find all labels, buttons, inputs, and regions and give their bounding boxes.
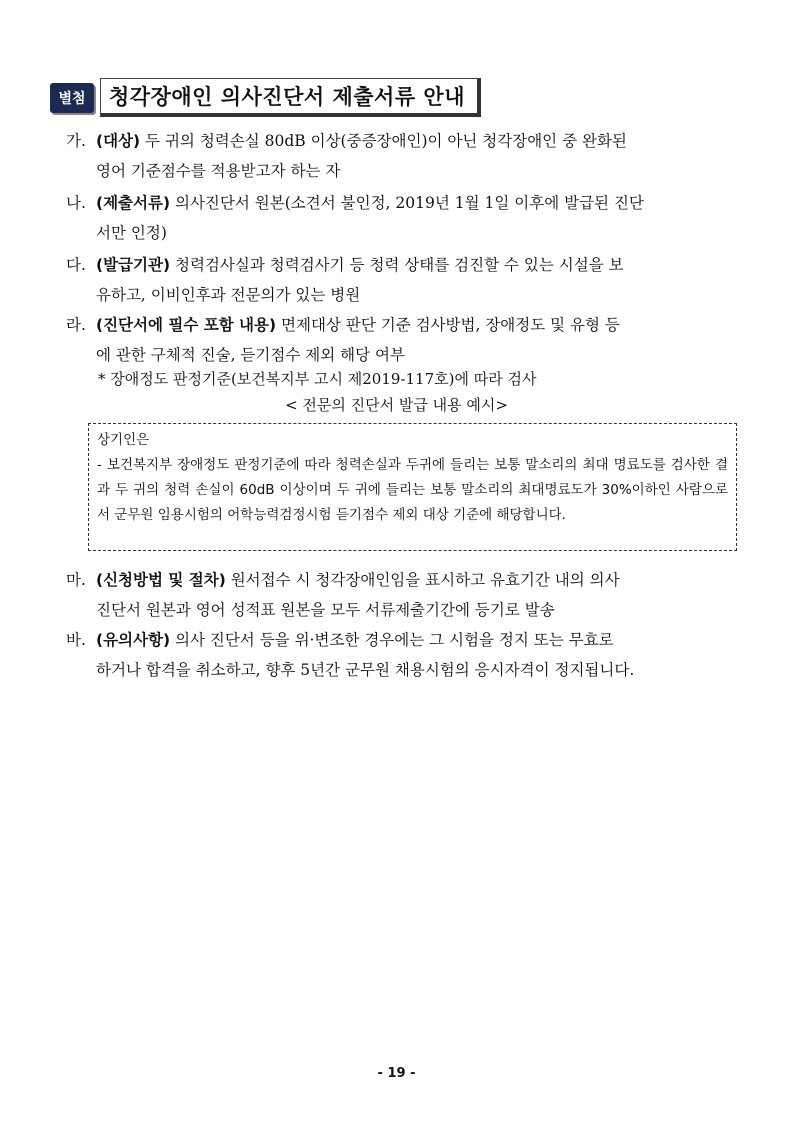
item-continuation: 하거나 합격을 취소하고, 향후 5년간 군무원 채용시험의 응시자격이 정지됩니다. [96,661,635,679]
item-continuation: 서만 인정) [96,224,167,242]
item-text: 면제대상 판단 기준 검사방법, 장애정도 및 유형 등 [276,316,620,334]
item-continuation: 에 관한 구체적 진술, 듣기점수 제외 해당 여부 [96,346,405,364]
list-item-documents [66,188,746,248]
item-marker: 다. [66,256,86,274]
item-continuation: 유하고, 이비인후과 전문의가 있는 병원 [96,286,361,304]
item-label: (대상) [96,132,141,150]
item-label: (발급기관) [96,256,171,274]
example-box [88,423,737,551]
item-label: (진단서에 필수 포함 내용) [96,316,277,334]
example-caption: < 전문의 진단서 발급 내용 예시> [285,396,508,414]
item-label: (제출서류) [96,194,171,212]
item-marker: 마. [66,571,86,589]
list-item-procedure [66,565,746,625]
item-marker: 나. [66,194,86,212]
list-item-required-content [66,310,746,370]
attachment-badge: 별첨 [50,83,94,113]
item-continuation: 영어 기준점수를 적용받고자 하는 자 [96,162,341,180]
list-item-caution [66,625,746,685]
item-marker: 가. [66,132,86,150]
item-text: 두 귀의 청력손실 80dB 이상(중증장애인)이 아닌 청각장애인 중 완화된 [140,132,627,150]
example-line-1: 상기인은 [97,432,150,448]
item-text: 의사 진단서 등을 위·변조한 경우에는 그 시험을 정지 또는 무효로 [170,631,614,649]
list-item-issuer [66,250,746,310]
example-line-2: - 보건복지부 장애정도 판정기준에 따라 청력손실과 두귀에 들리는 보통 말소리의 최대 명료도를 검사한 결과 두 귀의 청력 손실이 60dB 이상이며 두 귀에 들리는 보통 말소리의 최대명료도가 30%이하인 사람으로서 군무원 임용시험의 어학능력검정시험 듣기점수 제외 대상 기준에 해당합니다. [97,457,728,523]
criteria-note: * 장애정도 판정기준(보건복지부 고시 제2019-117호)에 따라 검사 [98,370,537,388]
item-marker: 라. [66,316,86,334]
item-label: (신청방법 및 절차) [96,571,226,589]
item-label: (유의사항) [96,631,171,649]
page-number: - 19 - [377,1066,416,1081]
item-text: 의사진단서 원본(소견서 불인정, 2019년 1월 1일 이후에 발급된 진단 [170,194,644,212]
item-continuation: 진단서 원본과 영어 성적표 원본을 모두 서류제출기간에 등기로 발송 [96,601,555,619]
page-title: 청각장애인 의사진단서 제출서류 안내 [100,78,481,117]
item-text: 청력검사실과 청력검사기 등 청력 상태를 검진할 수 있는 시설을 보 [170,256,624,274]
list-item-target [66,126,746,186]
item-marker: 바. [66,631,86,649]
item-text: 원서접수 시 청각장애인임을 표시하고 유효기간 내의 의사 [225,571,620,589]
section-title [50,78,481,117]
